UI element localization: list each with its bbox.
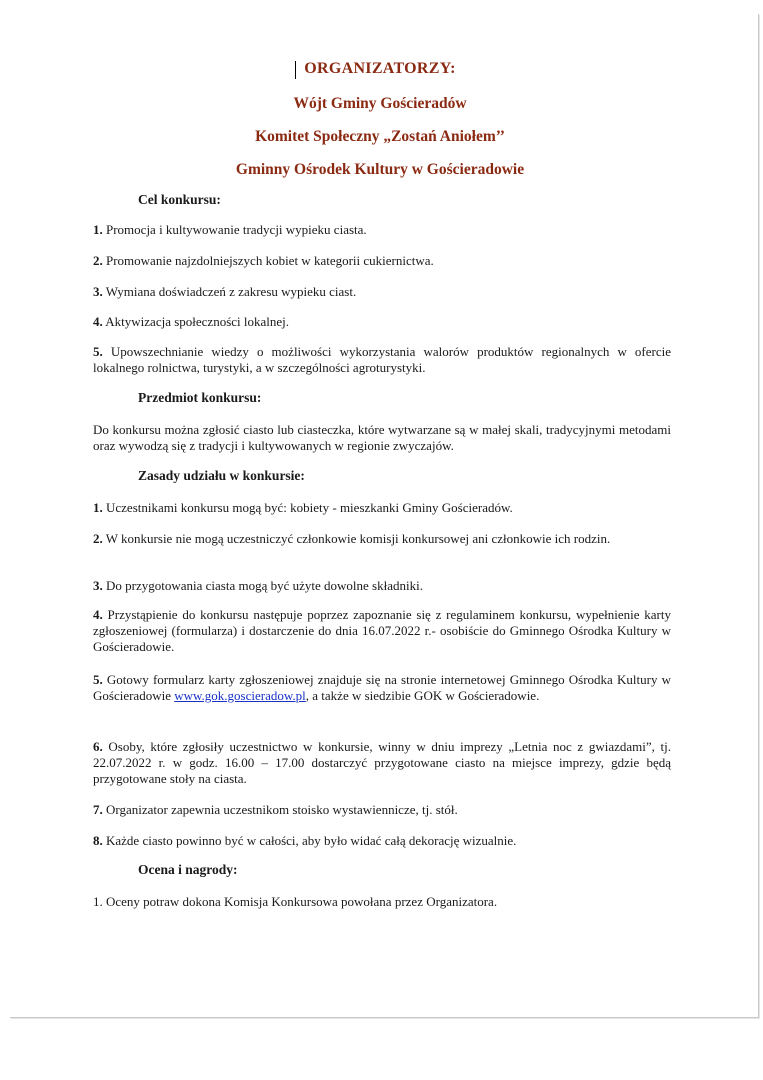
zasady-item-2: 2. W konkursie nie mogą uczestniczyć członkowie komisji konkursowej ani członkowie ich rodzin. — [93, 531, 611, 546]
zasady-item-1: 1. Uczestnikami konkursu mogą być: kobiety - mieszkanki Gminy Gościeradów. — [93, 500, 513, 515]
zasady-item-3: 3. Do przygotowania ciasta mogą być użyte dowolne składniki. — [93, 578, 423, 593]
organizers-heading: ORGANIZATORZY: — [304, 60, 456, 77]
cel-item-5: 5. Upowszechnianie wiedzy o możliwości wykorzystania walorów produktów regionalnych w ofercie lokalnego rolnictwa, turystyki, a w szczególności agroturystyki. — [93, 344, 671, 375]
organizer-line-2: Komitet Społeczny „Zostań Aniołem’’ — [255, 128, 505, 145]
cel-item-2: 2. Promowanie najzdolniejszych kobiet w kategorii cukiernictwa. — [93, 253, 434, 268]
gok-website-link[interactable]: www.gok.goscieradow.pl — [174, 688, 306, 703]
organizer-line-1: Wójt Gminy Gościeradów — [293, 95, 467, 112]
cel-item-1: 1. Promocja i kultywowanie tradycji wypieku ciasta. — [93, 222, 367, 237]
przedmiot-text: Do konkursu można zgłosić ciasto lub ciasteczka, które wytwarzane są w małej skali, tradycyjnymi metodami oraz wywodzą się z tradycji i kultywowanych w regionie zwyczajów. — [93, 422, 671, 453]
section-heading-zasady: Zasady udziału w konkursie: — [138, 468, 305, 483]
zasady-item-5: 5. Gotowy formularz karty zgłoszeniowej znajduje się na stronie internetowej Gminnego Ośrodka Kultury w Gościeradowie www.gok.goscieradow.pl, a także w siedzibie GOK w Gościeradowie. — [93, 672, 671, 703]
cel-item-3: 3. Wymiana doświadczeń z zakresu wypieku ciast. — [93, 284, 357, 299]
cel-item-4: 4. Aktywizacja społeczności lokalnej. — [93, 314, 290, 329]
zasady-item-6: 6. Osoby, które zgłosiły uczestnictwo w konkursie, winny w dniu imprezy „Letnia noc z gwiazdami”, tj. 22.07.2022 r. w godz. 16.00 – 17.00 dostarczyć przygotowane ciasto na miejsce imprezy, gdzie będą przygotowane stoły na ciasta. — [93, 739, 671, 786]
ocena-item-1: 1. Oceny potraw dokona Komisja Konkursowa powołana przez Organizatora. — [93, 894, 498, 909]
section-heading-ocena: Ocena i nagrody: — [138, 862, 238, 877]
organizer-line-3: Gminny Ośrodek Kultury w Gościeradowie — [235, 161, 525, 178]
zasady-item-7: 7. Organizator zapewnia uczestnikom stoisko wystawiennicze, tj. stół. — [93, 802, 458, 817]
section-heading-cel: Cel konkursu: — [138, 192, 221, 207]
section-heading-przedmiot: Przedmiot konkursu: — [138, 390, 262, 405]
zasady-item-4: 4. Przystąpienie do konkursu następuje poprzez zapoznanie się z regulaminem konkursu, wypełnienie karty zgłoszeniowej (formularza) i dostarczenie do dnia 16.07.2022 r.- osobiście do Gminnego Ośrodka Kultury w Gościeradowie. — [93, 607, 671, 654]
zasady-item-8: 8. Każde ciasto powinno być w całości, aby było widać całą dekorację wizualnie. — [93, 833, 517, 848]
